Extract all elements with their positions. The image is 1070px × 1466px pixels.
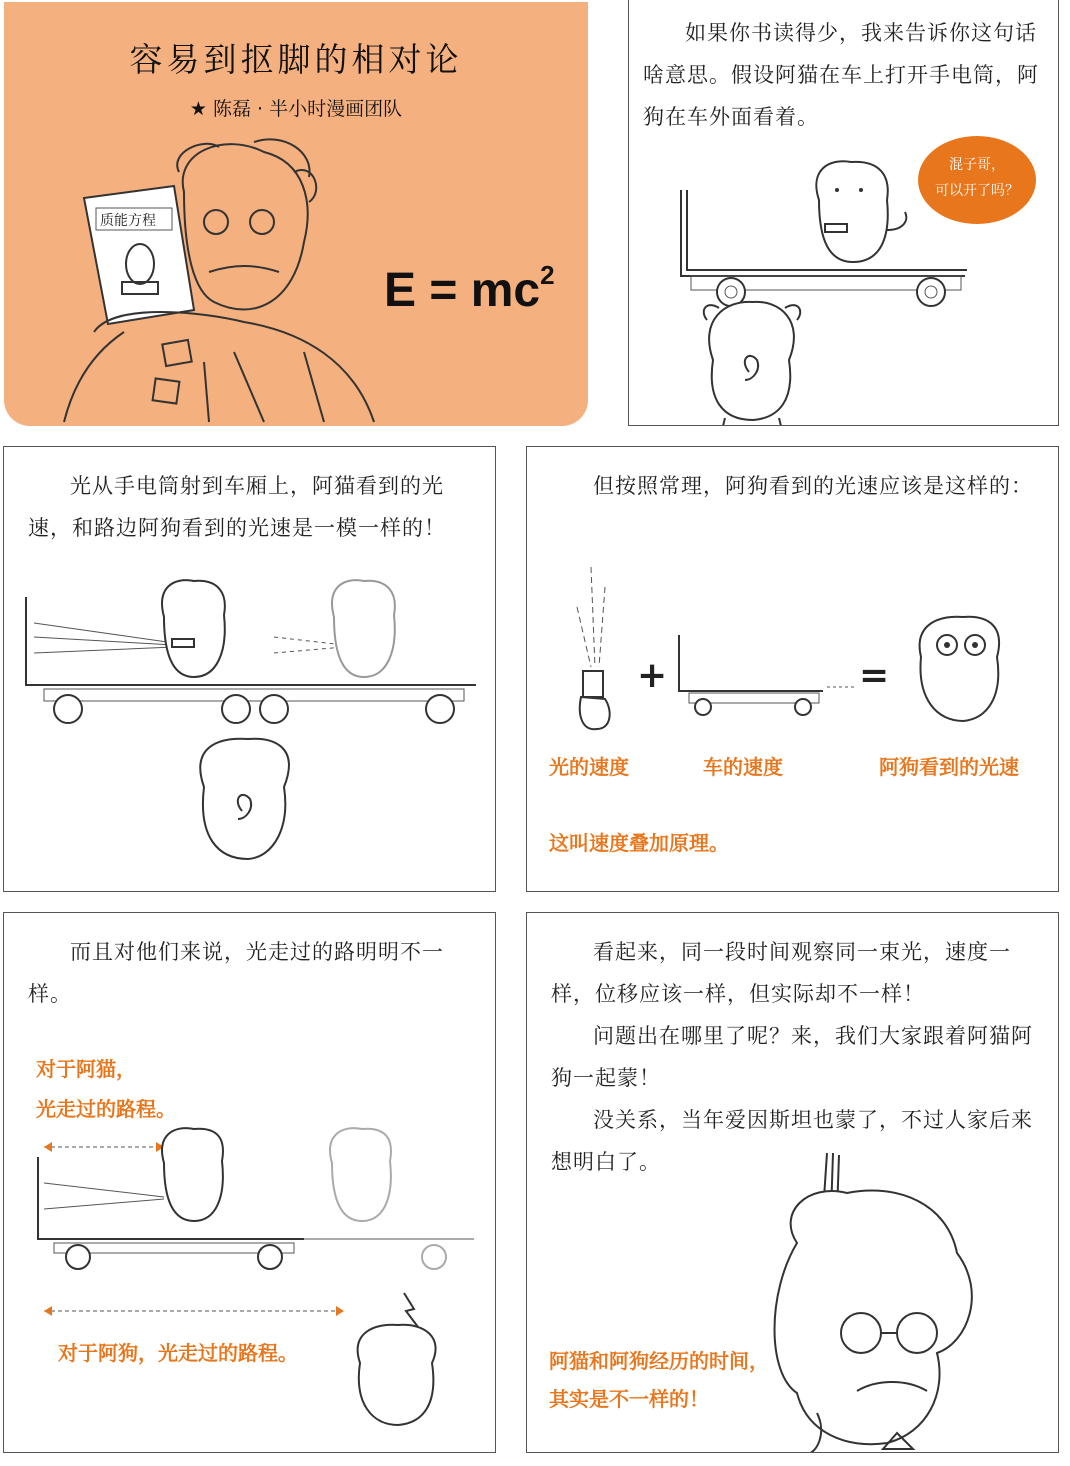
- velocity-equation-illustration: [527, 447, 1059, 892]
- panel4-paragraph: 而且对他们来说，光走过的路明明不一样。: [28, 940, 444, 1006]
- panel5-paragraph-2: 问题出在哪里了呢？来，我们大家跟着阿猫阿狗一起蒙！: [551, 1024, 1033, 1090]
- bubble-line-2: 可以开了吗？: [935, 183, 1019, 199]
- cover-title: 容易到抠脚的相对论: [129, 40, 463, 79]
- formula-base: E = mc: [384, 264, 541, 317]
- conclusion-text: 这叫速度叠加原理。: [549, 831, 729, 855]
- panel-einstein: [526, 912, 1059, 1453]
- label-car-speed: 车的速度: [703, 755, 783, 779]
- cat-path-label-1: 对于阿猫，: [36, 1057, 136, 1081]
- label-dog-light-speed: 阿狗看到的光速: [879, 755, 1019, 779]
- speech-bubble: [918, 136, 1036, 224]
- cat-path-label-2: 光走过的路程。: [36, 1097, 176, 1121]
- bubble-line-1: 混子哥，: [949, 157, 1005, 173]
- time-difference-line-2: 其实是不一样的！: [549, 1387, 709, 1411]
- einstein-reading-illustration: [4, 2, 588, 426]
- cover-panel: [4, 2, 588, 426]
- formula-exponent: 2: [540, 260, 555, 290]
- formula-emc2: [384, 260, 555, 318]
- panel3-paragraph: 但按照常理，阿狗看到的光速应该是这样的：: [593, 474, 1033, 498]
- panel-different-paths: [3, 912, 496, 1453]
- panel-velocity-addition: [526, 446, 1059, 892]
- time-difference-line-1: 阿猫和阿狗经历的时间，: [549, 1349, 769, 1373]
- panel1-paragraph: 如果你书读得少，我来告诉你这句话啥意思。假设阿猫在车上打开手电筒，阿狗在车外面看着。: [643, 21, 1039, 129]
- equals-sign: =: [859, 655, 890, 696]
- panel2-paragraph: 光从手电筒射到车厢上，阿猫看到的光速，和路边阿狗看到的光速是一模一样的！: [28, 474, 446, 540]
- two-trucks-illustration: [4, 447, 496, 892]
- label-light-speed: 光的速度: [549, 755, 629, 779]
- path-comparison-illustration: [4, 913, 496, 1453]
- panel5-paragraph-1: 看起来，同一段时间观察同一束光，速度一样，位移应该一样，但实际却不一样！: [551, 940, 1011, 1006]
- panel5-paragraph-3: 没关系，当年爱因斯坦也蒙了，不过人家后来想明白了。: [551, 1108, 1033, 1174]
- panel-same-speed: [3, 446, 496, 892]
- plus-sign: +: [637, 655, 668, 696]
- dog-path-label: 对于阿狗，光走过的路程。: [58, 1341, 298, 1365]
- cover-subtitle: ★ 陈磊 · 半小时漫画团队: [189, 98, 403, 120]
- book-label: 质能方程: [100, 213, 156, 229]
- panel1-text: [643, 12, 1047, 138]
